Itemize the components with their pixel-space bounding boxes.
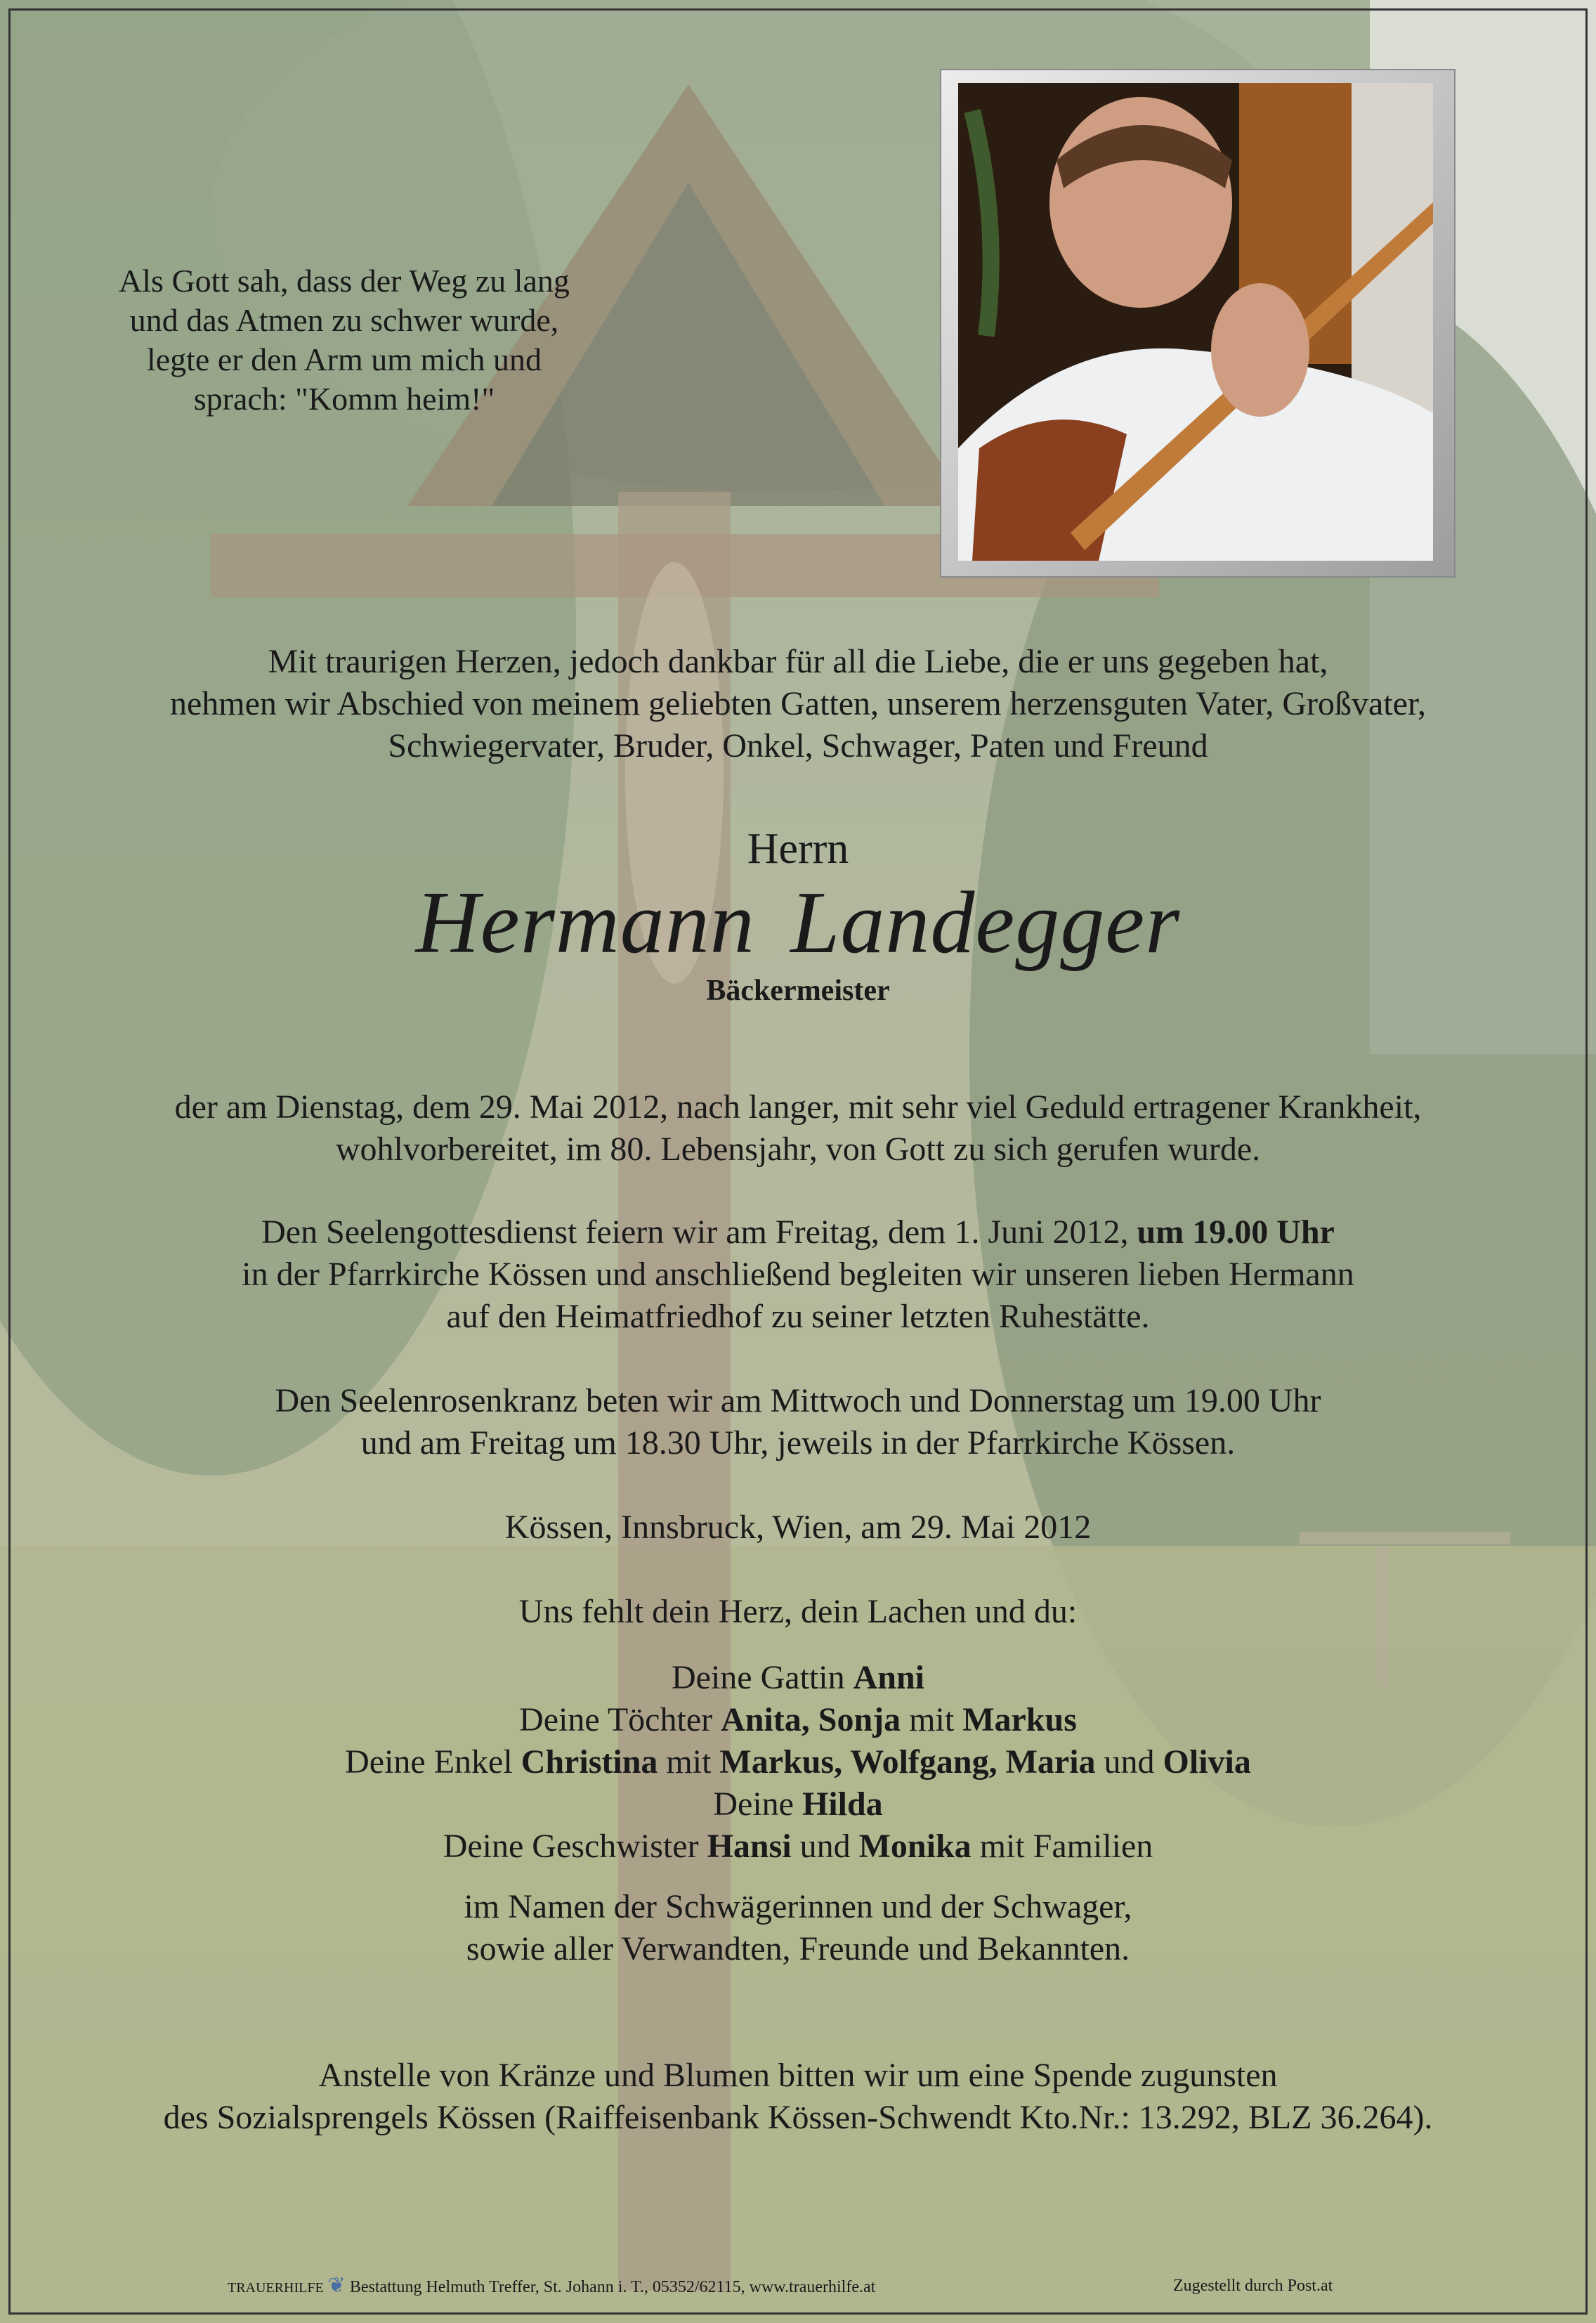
death-notice (0, 1086, 1596, 1171)
quote-line: sprach: "Komm heim!" (193, 381, 495, 417)
portrait-frame (940, 69, 1456, 578)
relatives-block (0, 1886, 1596, 1970)
intro-line: nehmen wir Abschied von meinem geliebten Gatten, unserem herzensguten Vater, Großvater, (169, 685, 1427, 722)
intro-block (0, 641, 1596, 767)
footer-brand: TRAUERHILFE (228, 2280, 324, 2296)
service-time: um 19.00 Uhr (1137, 1213, 1335, 1251)
mourners-list (0, 1657, 1596, 1868)
closing-line: Uns fehlt dein Herz, dein Lachen und du: (518, 1593, 1078, 1630)
rosary-line: und am Freitag um 18.30 Uhr, jeweils in der Pfarrkirche Kössen. (360, 1424, 1236, 1462)
footer-undertaker-info: Bestattung Helmuth Treffer, St. Johann i. T., 05352/62115, www.trauerhilfe.at (349, 2278, 876, 2296)
funeral-service (0, 1211, 1596, 1338)
mourner-wife: Deine Gattin Anni (672, 1659, 924, 1696)
mourner-partner: Deine Hilda (713, 1785, 883, 1823)
mourner-siblings: Deine Geschwister Hansi und Monika mit Familien (443, 1828, 1153, 1865)
relatives-line: im Namen der Schwägerinnen und der Schwager, (464, 1888, 1132, 1925)
rosary-info (0, 1380, 1596, 1464)
quote-line: legte er den Arm um mich und (146, 341, 542, 377)
portrait-photo (958, 83, 1433, 561)
salutation: Herrn (747, 825, 849, 873)
deceased-name: Hermann Landegger (415, 874, 1181, 972)
quote-line: Als Gott sah, dass der Weg zu lang (119, 263, 570, 299)
service-line: auf den Heimatfriedhof zu seiner letzten Ruhestätte. (446, 1298, 1150, 1335)
footer-undertaker (228, 2275, 875, 2298)
deceased-block (0, 824, 1596, 1009)
rosary-line: Den Seelenrosenkranz beten wir am Mittwoch und Donnerstag um 19.00 Uhr (275, 1382, 1321, 1419)
mourner-daughters: Deine Töchter Anita, Sonja mit Markus (519, 1701, 1077, 1738)
profession: Bäckermeister (706, 975, 890, 1007)
intro-line: Schwiegervater, Bruder, Onkel, Schwager, Paten und Freund (388, 727, 1208, 764)
service-line: in der Pfarrkirche Kössen und anschließend begleiten wir unseren lieben Hermann (242, 1256, 1354, 1293)
relatives-line: sowie aller Verwandten, Freunde und Bekannten. (466, 1930, 1130, 1967)
quote-block (91, 261, 597, 419)
intro-line: Mit traurigen Herzen, jedoch dankbar für all die Liebe, die er uns gegeben hat, (268, 643, 1328, 680)
donation-request (0, 2055, 1596, 2139)
death-notice-line: wohlvorbereitet, im 80. Lebensjahr, von Gott zu sich gerufen wurde. (335, 1131, 1261, 1168)
quote-line: und das Atmen zu schwer wurde, (129, 302, 559, 338)
death-notice-line: der am Dienstag, dem 29. Mai 2012, nach langer, mit sehr viel Geduld ertragener Krankheit, (174, 1088, 1422, 1126)
service-line: Den Seelengottesdienst feiern wir am Freitag, dem 1. Juni 2012, um 19.00 Uhr (261, 1213, 1335, 1251)
place-date: Kössen, Innsbruck, Wien, am 29. Mai 2012 (504, 1509, 1092, 1546)
footer-delivery: Zugestellt durch Post.at (1173, 2277, 1333, 2295)
donation-line: Anstelle von Kränze und Blumen bitten wir um eine Spende zugunsten (318, 2057, 1278, 2094)
mourner-grandchildren: Deine Enkel Christina mit Markus, Wolfgang, Maria und Olivia (345, 1743, 1251, 1781)
butterfly-icon: ❦ (327, 2274, 346, 2297)
donation-line: des Sozialsprengels Kössen (Raiffeisenbank Kössen-Schwendt Kto.Nr.: 13.292, BLZ 36.264). (163, 2099, 1433, 2136)
